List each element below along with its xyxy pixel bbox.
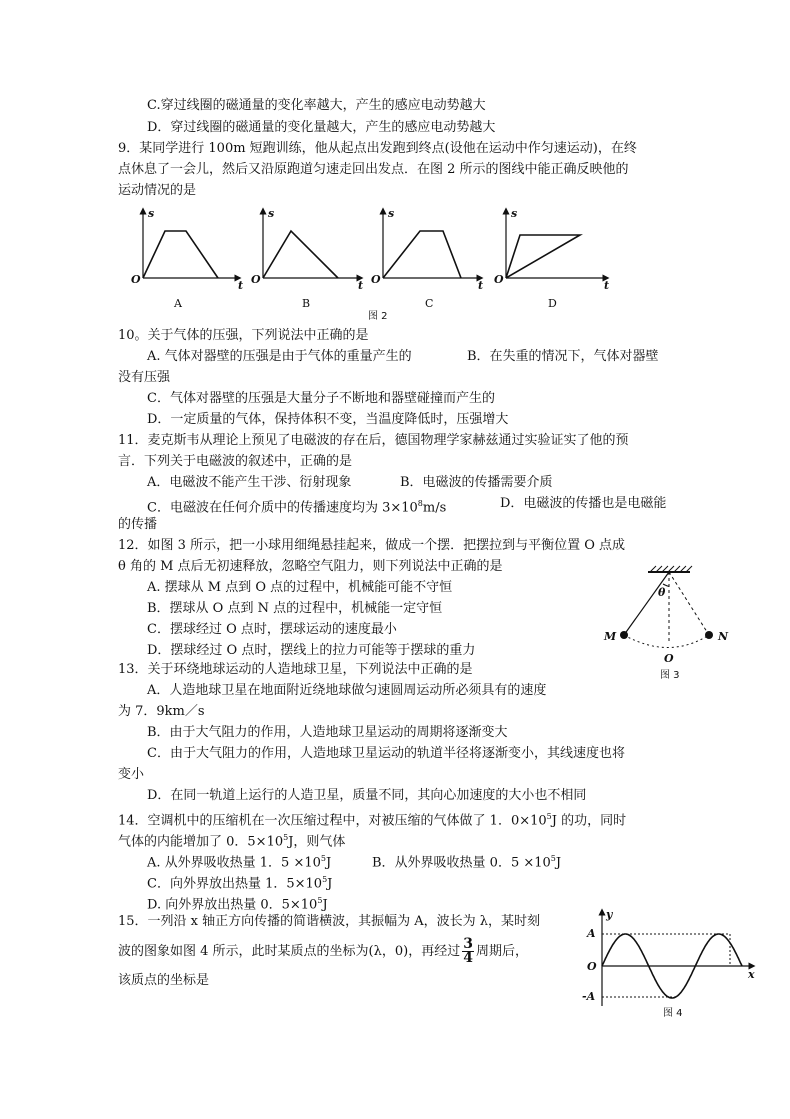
figure-2: [128, 203, 628, 321]
q15-fraction-num: 3: [463, 936, 473, 952]
q11-option-d-cont: 的传播: [118, 517, 158, 532]
q13-option-a-cont: 为 7．9km／s: [118, 704, 205, 719]
q14-option-c: [147, 871, 332, 893]
q14-option-a-text: A. 从外界吸收热量 1．5 ×10: [147, 855, 321, 871]
q14-option-b-exp: 5: [550, 854, 556, 863]
graph-a-t-label: t: [238, 279, 244, 292]
q11-option-c-exp: 8: [417, 499, 423, 508]
q10-option-c: C．气体对器壁的压强是大量分子不断地和器壁碰撞而产生的: [147, 391, 495, 406]
q14-option-d-unit: J: [322, 897, 328, 913]
q12-option-d: D．摆球经过 O 点时，摆线上的拉力可能等于摆球的重力: [147, 643, 476, 658]
graph-c-label: C: [425, 297, 434, 310]
q15-fraction: [462, 938, 474, 965]
graph-b: [263, 211, 360, 278]
q14-option-a-exp: 5: [320, 854, 326, 863]
q14-option-b: [372, 850, 561, 872]
figure-3-theta: θ: [658, 586, 666, 599]
q14-line2-exp: 5: [283, 833, 289, 842]
q14-option-c-exp: 5: [322, 875, 328, 884]
q14-option-a: [147, 850, 331, 872]
q14-option-c-text: C．向外界放出热量 1．5×10: [147, 876, 323, 892]
q14-option-d-text: D. 向外界放出热量 0．5×10: [147, 897, 318, 913]
q10-option-a: A. 气体对器壁的压强是由于气体的重量产生的: [147, 349, 412, 364]
q13-option-d: D．在同一轨道上运行的人造卫星，质量不同，其向心加速度的大小也不相同: [147, 788, 587, 803]
q11-option-b: B．电磁波的传播需要介质: [400, 475, 553, 490]
graph-b-label: B: [302, 297, 311, 310]
q14-option-b-text: B．从外界吸收热量 0．5 ×10: [372, 855, 551, 871]
figure-4-origin: O: [587, 960, 597, 973]
q9-stem-line2: 点休息了一会儿，然后又沿原跑道匀速走回出发点．在图 2 所示的图线中能正确反映他的: [118, 162, 629, 177]
q14-line1-post: J 的功，同时: [551, 813, 627, 829]
q10-option-b-cont: 没有压强: [118, 370, 171, 385]
figure-3-label-o: O: [664, 652, 674, 665]
figure-3-label-n: N: [718, 630, 729, 643]
q8-option-c: C.穿过线圈的磁通量的变化率越大，产生的感应电动势越大: [147, 98, 486, 113]
q11-stem-line2: 言．下列关于电磁波的叙述中，正确的是: [118, 454, 353, 469]
figure-4-neg-amp-label: -A: [582, 990, 596, 1003]
q15-line2-post: 周期后，: [475, 944, 528, 959]
figure-2-caption: 图 2: [368, 311, 388, 322]
q15-stem-line1: 15．一列沿 x 轴正方向传播的简谐横波，其振幅为 A，波长为 λ，某时刻: [118, 914, 541, 929]
q13-stem: 13．关于环绕地球运动的人造地球卫星，下列说法中正确的是: [118, 662, 473, 677]
figure-3-caption: 图 3: [660, 670, 680, 681]
q14-line2-text: 气体的内能增加了 0．5×10: [118, 834, 284, 850]
q15-fraction-den: 4: [463, 950, 473, 966]
q15-line2-text: 波的图象如图 4 所示，此时某质点的坐标为(λ，0)，再经过: [118, 944, 461, 959]
q10-option-d: D．一定质量的气体，保持体积不变，当温度降低时，压强增大: [147, 412, 509, 427]
q13-option-c: C．由于大气阻力的作用，人造地球卫星运动的轨道半径将逐渐变小，其线速度也将: [147, 746, 625, 761]
graph-a-label: A: [174, 297, 182, 310]
graph-a-origin: O: [131, 273, 141, 286]
figure-4-amp-label: A: [587, 927, 596, 940]
q11-option-d: D．电磁波的传播也是电磁能: [500, 496, 667, 511]
q8-option-d: D．穿过线圈的磁通量的变化量越大，产生的感应电动势越大: [147, 120, 496, 135]
q11-option-a: A．电磁波不能产生干涉、衍射现象: [147, 475, 352, 490]
graph-d: [506, 211, 606, 278]
q12-stem-line1: 12．如图 3 所示，把一小球用细绳悬挂起来，做成一个摆．把摆拉到与平衡位置 O 点成: [118, 538, 626, 553]
q11-option-c: [147, 495, 446, 517]
q11-option-c-text: C．电磁波在任何介质中的传播速度均为 3×10: [147, 500, 418, 516]
graph-a-s-label: s: [148, 207, 155, 220]
graph-c-s-label: s: [388, 207, 395, 220]
figure-3: [598, 560, 738, 680]
figure-4-y-label: y: [606, 908, 613, 921]
q12-option-a: A. 摆球从 M 点到 O 点的过程中，机械能可能不守恒: [147, 580, 453, 595]
q13-option-b: B．由于大气阻力的作用，人造地球卫星运动的周期将逐渐变大: [147, 725, 508, 740]
q13-option-c-cont: 变小: [118, 767, 145, 782]
figure-4-x-label: x: [748, 968, 755, 981]
q11-option-c-unit: m/s: [422, 500, 447, 516]
q14-line1-text: 14．空调机中的压缩机在一次压缩过程中，对被压缩的气体做了 1．0×10: [118, 813, 547, 829]
graph-b-origin: O: [251, 273, 261, 286]
graph-a: [143, 211, 238, 278]
q13-option-a: A．人造地球卫星在地面附近绕地球做匀速圆周运动所必须具有的速度: [147, 683, 547, 698]
figure-4-caption: 图 4: [663, 1008, 683, 1019]
graph-b-s-label: s: [268, 207, 275, 220]
q14-option-d: [147, 892, 328, 914]
q9-stem-line3: 运动情况的是: [118, 183, 197, 198]
q10-option-b: B．在失重的情况下，气体对器壁: [467, 349, 659, 364]
figure-4: [580, 906, 770, 1021]
graph-d-origin: O: [494, 273, 504, 286]
q15-stem-line2: [118, 938, 528, 965]
graph-d-s-label: s: [511, 207, 518, 220]
q12-option-b: B．摆球从 O 点到 N 点的过程中，机械能一定守恒: [147, 601, 443, 616]
graph-c-t-label: t: [478, 279, 484, 292]
graph-b-t-label: t: [358, 279, 364, 292]
q14-option-b-unit: J: [555, 855, 562, 871]
q14-option-c-unit: J: [327, 876, 333, 892]
graph-c: [383, 211, 480, 278]
q11-stem-line1: 11．麦克斯韦从理论上预见了电磁波的存在后，德国物理学家赫兹通过实验证实了他的预: [118, 433, 629, 448]
q12-stem-line2: θ 角的 M 点后无初速释放，忽略空气阻力，则下列说法中正确的是: [118, 559, 503, 574]
q10-stem: 10。关于气体的压强，下列说法中正确的是: [118, 328, 369, 343]
graph-d-label: D: [548, 297, 557, 310]
q14-stem-line1: [118, 808, 626, 830]
q14-line2-post: J，则气体: [288, 834, 346, 850]
q14-stem-line2: [118, 829, 345, 851]
q9-stem-line1: 9．某同学进行 100m 短跑训练，他从起点出发跑到终点(设他在运动中作匀速运动)，在终: [118, 141, 637, 156]
graph-d-t-label: t: [604, 279, 610, 292]
graph-c-origin: O: [371, 273, 381, 286]
q12-option-c: C．摆球经过 O 点时，摆球运动的速度最小: [147, 622, 397, 637]
q14-option-a-unit: J: [326, 855, 332, 871]
q15-stem-line3: 该质点的坐标是: [118, 973, 210, 988]
q14-option-d-exp: 5: [317, 896, 323, 905]
figure-3-label-m: M: [604, 630, 617, 643]
q14-line1-exp: 5: [546, 812, 552, 821]
